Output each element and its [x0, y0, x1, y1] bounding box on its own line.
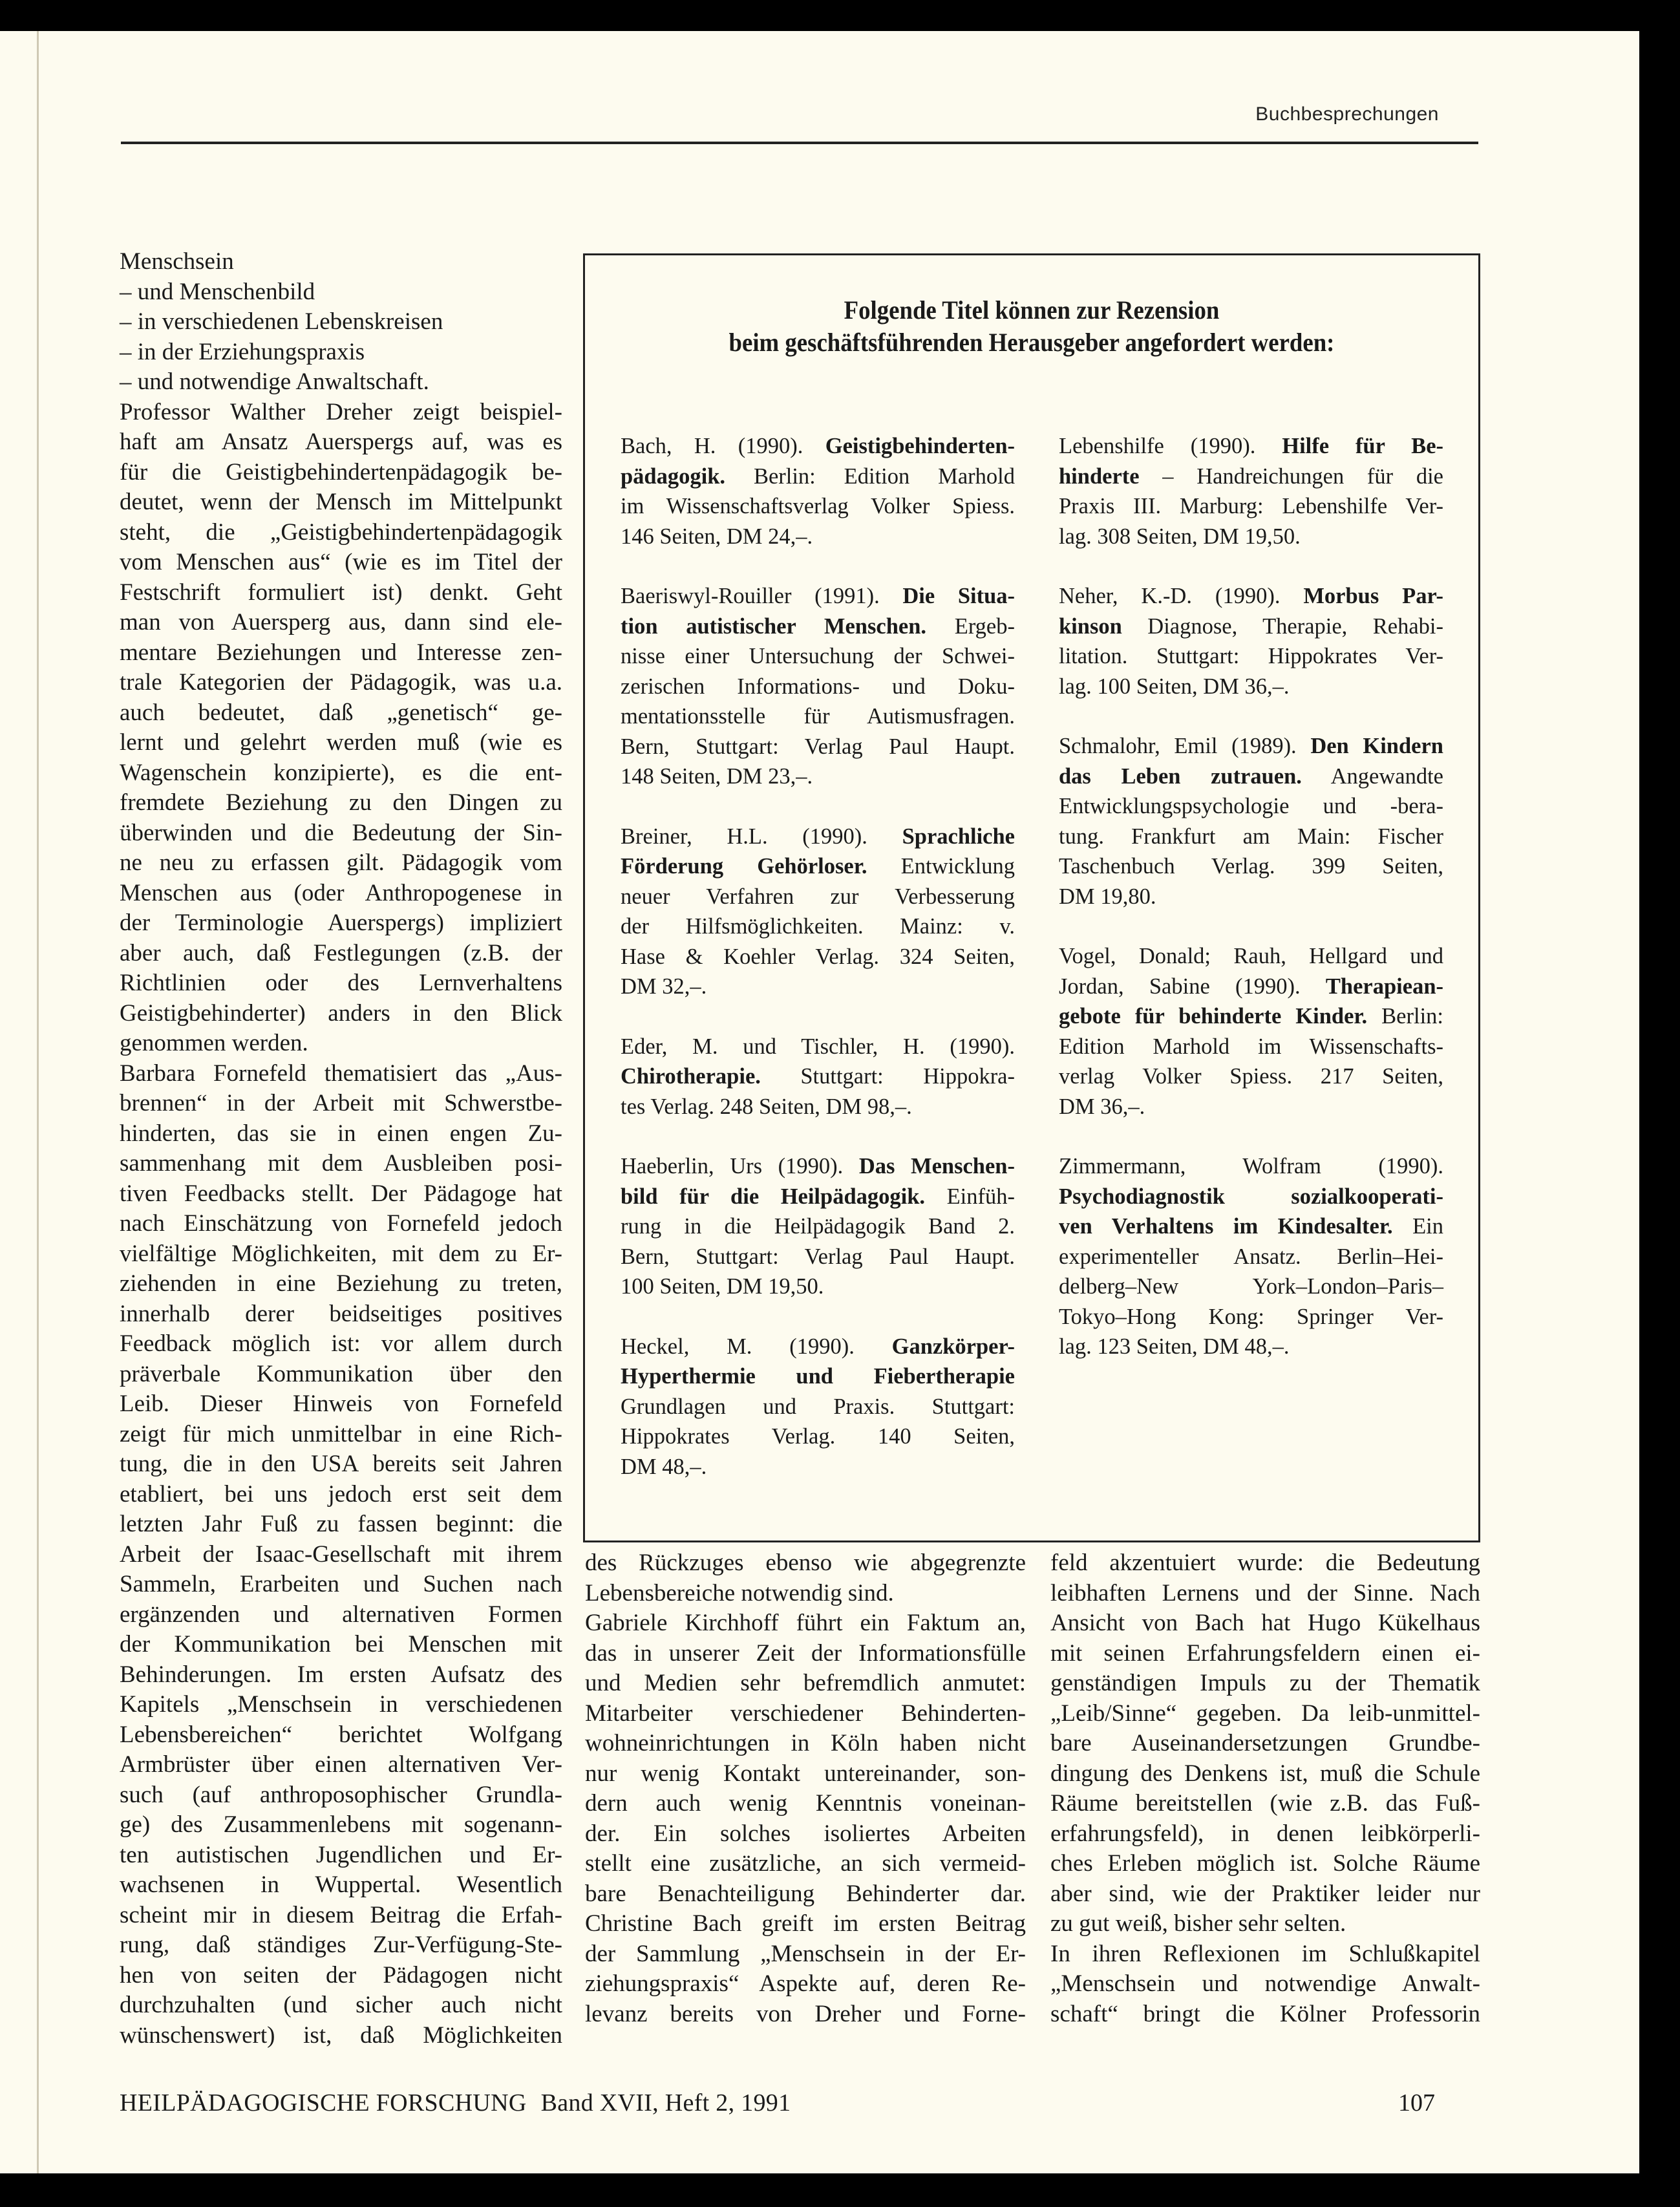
text-line: Lebensbereichen“ berichtet Wolfgang — [120, 1721, 562, 1748]
text-line: In ihren Reflexionen im Schlußkapitel — [1050, 1940, 1480, 1967]
box-title — [621, 294, 1442, 359]
text-line: trale Kategorien der Pädagogik, was u.a. — [120, 669, 562, 696]
book-title: Geistigbehinderten- — [825, 434, 1015, 458]
text-line: hinderten, das sie in einen engen Zu- — [120, 1120, 562, 1147]
text-line: letzten Jahr Fuß zu fassen beginnt: die — [120, 1511, 562, 1537]
book-entry — [621, 1151, 1015, 1302]
text-line: präverbale Kommunikation über den — [120, 1360, 562, 1387]
book-title: pädagogik. — [621, 464, 726, 489]
box-left-column — [621, 431, 1015, 1511]
entry-text: Tokyo–Hong Kong: Springer Ver- — [1059, 1304, 1443, 1329]
entry-text: delberg–New York–London–Paris– — [1059, 1274, 1443, 1299]
text-line: wünschenswert) ist, daß Möglichkeiten — [120, 2021, 562, 2049]
entry-line — [621, 462, 1015, 492]
entry-text: DM 48,–. — [621, 1454, 707, 1479]
entry-text: Stuttgart: Hippokra- — [760, 1064, 1015, 1089]
entry-line — [1059, 731, 1443, 762]
entry-text: Baeriswyl-Rouiller (1991). — [621, 584, 903, 608]
entry-text: lag. 123 Seiten, DM 48,–. — [1059, 1334, 1290, 1359]
entry-line — [1059, 522, 1443, 552]
book-title: Therapiean- — [1325, 974, 1443, 999]
text-line: tung, die in den USA bereits seit Jahren — [120, 1451, 562, 1477]
right-text-column — [1050, 1548, 1480, 2029]
text-line: zeigt für mich unmittelbar in eine Rich- — [120, 1420, 562, 1447]
text-line: nach Einschätzung von Fornefeld jedoch — [120, 1210, 562, 1237]
book-entry — [1059, 941, 1443, 1122]
entry-text: Bern, Stuttgart: Verlag Paul Haupt. — [621, 734, 1015, 759]
text-line: ziehenden in eine Beziehung zu treten, — [120, 1270, 562, 1297]
entry-text: Einfüh- — [925, 1184, 1015, 1209]
text-line: – in verschiedenen Lebenskreisen — [120, 308, 443, 335]
entry-text: Berlin: — [1367, 1004, 1443, 1029]
text-line: überwinden und die Bedeutung der Sin- — [120, 819, 562, 846]
entry-line — [621, 1061, 1015, 1092]
entry-line — [621, 1211, 1015, 1242]
entry-text: neuer Verfahren zur Verbesserung — [621, 884, 1015, 909]
entry-text: Hase & Koehler Verlag. 324 Seiten, — [621, 944, 1015, 969]
entry-line — [1059, 941, 1443, 972]
entry-line — [621, 882, 1015, 912]
book-title: das Leben zutrauen. — [1059, 763, 1302, 789]
page-number: 107 — [1398, 2089, 1435, 2116]
text-line: „Menschsein und notwendige Anwalt- — [1050, 1970, 1480, 1997]
text-line: tiven Feedbacks stellt. Der Pädagoge hat — [120, 1180, 562, 1207]
book-entry — [1059, 431, 1443, 551]
entry-line — [621, 581, 1015, 612]
book-title: bild für die Heilpädagogik. — [621, 1184, 926, 1209]
entry-text: 146 Seiten, DM 24,–. — [621, 524, 813, 549]
entry-line — [621, 1182, 1015, 1212]
left-text-column — [120, 247, 562, 2051]
entry-text: Neher, K.-D. (1990). — [1059, 584, 1304, 608]
text-line: für die Geistigbehindertenpädagogik be- — [120, 458, 562, 485]
entry-text: Haeberlin, Urs (1990). — [621, 1154, 859, 1178]
text-line: nur wenig Kontakt untereinander, son- — [585, 1760, 1026, 1787]
text-line: innerhalb derer beidseitiges positives — [120, 1300, 562, 1327]
entry-line — [1059, 462, 1443, 492]
entry-line — [621, 851, 1015, 882]
entry-line — [621, 1242, 1015, 1272]
text-line: Lebensbereiche notwendig sind. — [585, 1579, 894, 1606]
entry-line — [1059, 1272, 1443, 1302]
text-line: Christine Bach greift im ersten Beitrag — [585, 1910, 1026, 1937]
entry-text: Grundlagen und Praxis. Stuttgart: — [621, 1394, 1015, 1419]
text-line: genommen werden. — [120, 1030, 308, 1056]
text-line: Geistigbehinderter) anders in den Blick — [120, 999, 562, 1027]
text-line: das in unserer Zeit der Informationsfülle — [585, 1639, 1026, 1667]
text-line: schaft“ bringt die Kölner Professorin — [1050, 2000, 1480, 2027]
text-line: erfahrungsfeld), in denen leibkörperli- — [1050, 1820, 1480, 1847]
running-head: Buchbesprechungen — [1255, 103, 1439, 125]
entry-line — [1059, 1242, 1443, 1272]
book-entry — [621, 581, 1015, 792]
entry-line — [621, 1032, 1015, 1062]
entry-text: tes Verlag. 248 Seiten, DM 98,–. — [621, 1094, 912, 1119]
text-line: rung, daß ständiges Zur-Verfügung-Ste- — [120, 1932, 562, 1958]
text-line: Professor Walther Dreher zeigt beispiel- — [120, 398, 562, 425]
book-entry — [621, 1332, 1015, 1482]
text-line: feld akzentuiert wurde: die Bedeutung — [1050, 1550, 1480, 1576]
entry-text: Ergeb- — [926, 613, 1015, 639]
text-line: Barbara Fornefeld thematisiert das „Aus- — [120, 1060, 562, 1087]
entry-line — [621, 1272, 1015, 1302]
book-title: Chirotherapie. — [621, 1064, 761, 1089]
entry-text: im Wissenschaftsverlag Volker Spiess. — [621, 494, 1015, 518]
page-gutter-line — [37, 31, 39, 2173]
entry-line — [1059, 1061, 1443, 1092]
entry-line — [1059, 851, 1443, 882]
book-entry — [1059, 581, 1443, 701]
entry-line — [621, 1452, 1015, 1482]
book-entry — [621, 1032, 1015, 1122]
book-entry — [1059, 731, 1443, 912]
entry-text: Ein — [1392, 1214, 1443, 1239]
entry-text: Zimmermann, Wolfram (1990). — [1059, 1154, 1443, 1178]
book-title: Sprachliche — [902, 824, 1015, 849]
entry-line — [1059, 431, 1443, 462]
text-line: Gabriele Kirchhoff führt ein Faktum an, — [585, 1610, 1026, 1636]
entry-text: mentationsstelle für Autismusfragen. — [621, 704, 1015, 729]
entry-text: nisse einer Untersuchung der Schwei- — [621, 644, 1015, 668]
box-right-column — [1059, 431, 1443, 1392]
entry-text: 148 Seiten, DM 23,–. — [621, 764, 813, 789]
entry-line — [621, 912, 1015, 942]
entry-line — [1059, 641, 1443, 672]
text-line: Menschsein — [120, 248, 234, 275]
text-line: Behinderungen. Im ersten Aufsatz des — [120, 1661, 562, 1688]
text-line: mit seinen Erfahrungsfeldern einen ei- — [1050, 1639, 1480, 1667]
text-line: auch bedeutet, daß „genetisch“ ge- — [120, 699, 562, 726]
entry-text: Bern, Stuttgart: Verlag Paul Haupt. — [621, 1244, 1015, 1269]
text-line: wachsenen in Wuppertal. Wesentlich — [120, 1871, 562, 1898]
entry-line — [621, 1151, 1015, 1182]
entry-line — [621, 1092, 1015, 1122]
entry-line — [1059, 491, 1443, 522]
book-entry — [621, 431, 1015, 551]
text-line: und Medien sehr befremdlich anmutet: — [585, 1670, 1026, 1696]
entry-line — [1059, 1092, 1443, 1122]
text-line: dingung des Denkens ist, muß die Schule — [1050, 1760, 1480, 1787]
text-line: fremdete Beziehung zu den Dingen zu — [120, 789, 562, 816]
text-line: durchzuhalten (und sicher auch nicht — [120, 1992, 562, 2018]
entry-text: Taschenbuch Verlag. 399 Seiten, — [1059, 854, 1443, 879]
text-line: – in der Erziehungspraxis — [120, 338, 365, 365]
entry-text: Vogel, Donald; Rauh, Hellgard und — [1059, 944, 1443, 968]
entry-text: Jordan, Sabine (1990). — [1059, 974, 1326, 999]
text-line: der. Ein solches isoliertes Arbeiten — [585, 1820, 1026, 1847]
entry-text: Praxis III. Marburg: Lebenshilfe Ver- — [1059, 494, 1443, 518]
entry-text: 100 Seiten, DM 19,50. — [621, 1274, 824, 1299]
entry-text: Entwicklungspsychologie und -bera- — [1059, 794, 1443, 818]
entry-text: Lebenshilfe (1990). — [1059, 434, 1282, 458]
text-line: ge) des Zusammenlebens mit sogenann- — [120, 1811, 562, 1838]
text-line: Kapitels „Menschsein in verschiedenen — [120, 1691, 562, 1718]
text-line: aber sind, wie der Praktiker leider nur — [1050, 1880, 1480, 1907]
text-line: Ansicht von Bach hat Hugo Kükelhaus — [1050, 1610, 1480, 1636]
entry-text: Breiner, H.L. (1990). — [621, 824, 902, 849]
entry-line — [621, 672, 1015, 702]
entry-text: lag. 308 Seiten, DM 19,50. — [1059, 524, 1301, 549]
entry-line — [1059, 762, 1443, 792]
entry-line — [621, 522, 1015, 552]
entry-line — [1059, 972, 1443, 1002]
book-title: gebote für behinderte Kinder. — [1059, 1004, 1368, 1029]
text-line: aber auch, daß Festlegungen (z.B. der — [120, 939, 562, 966]
box-title-line-1: Folgende Titel können zur Rezension — [844, 295, 1220, 325]
entry-text: Edition Marhold im Wissenschafts- — [1059, 1034, 1443, 1059]
text-line: Festschrift formuliert ist) denkt. Geht — [120, 579, 562, 606]
text-line: des Rückzuges ebenso wie abgegrenzte — [585, 1550, 1026, 1576]
text-line: der Terminologie Auerspergs) impliziert — [120, 910, 562, 936]
book-title: ven Verhaltens im Kindesalter. — [1059, 1214, 1393, 1239]
entry-text: tung. Frankfurt am Main: Fischer — [1059, 824, 1443, 849]
journal-name: HEILPÄDAGOGISCHE FORSCHUNG — [120, 2089, 527, 2116]
book-title: tion autistischer Menschen. — [621, 613, 927, 639]
book-title: Psychodiagnostik sozialkooperati- — [1059, 1184, 1443, 1209]
entry-line — [621, 701, 1015, 732]
journal-page — [0, 31, 1639, 2173]
entry-text: Entwicklung — [867, 854, 1015, 879]
entry-text: – Handreichungen für die — [1139, 464, 1443, 489]
book-entry — [1059, 1151, 1443, 1362]
entry-line — [621, 612, 1015, 642]
entry-text: Heckel, M. (1990). — [621, 1334, 892, 1359]
book-entry — [621, 822, 1015, 1002]
entry-line — [621, 431, 1015, 462]
page-footer — [120, 2089, 791, 2117]
text-line: lernt und gelehrt werden muß (wie es — [120, 729, 562, 756]
text-line: ziehungspraxis“ Aspekte auf, deren Re- — [585, 1970, 1026, 1997]
entry-text: Bach, H. (1990). — [621, 434, 825, 458]
text-line: Sammeln, Erarbeiten und Suchen nach — [120, 1571, 562, 1597]
entry-line — [621, 1332, 1015, 1362]
text-line: genständigen Impuls zu der Thematik — [1050, 1670, 1480, 1696]
text-line: hen von seiten der Pädagogen nicht — [120, 1961, 562, 1988]
text-line: der Sammlung „Menschsein in der Er- — [585, 1940, 1026, 1967]
text-line: bare Benachteiligung Behinderter dar. — [585, 1880, 1026, 1907]
text-line: Arbeit der Isaac-Gesellschaft mit ihrem — [120, 1541, 562, 1568]
text-line: wohneinrichtungen in Köln haben nicht — [585, 1730, 1026, 1756]
entry-text: Diagnose, Therapie, Rehabi- — [1122, 613, 1443, 639]
text-line: mentare Beziehungen und Interesse zen- — [120, 639, 562, 666]
text-line: Richtlinien oder des Lernverhaltens — [120, 970, 562, 996]
text-line: stellt eine zusätzliche, an sich vermeid- — [585, 1850, 1026, 1877]
text-line: Leib. Dieser Hinweis von Fornefeld — [120, 1391, 562, 1417]
entry-text: Angewandte — [1301, 763, 1443, 789]
entry-line — [1059, 612, 1443, 642]
text-line: ten autistischen Jugendlichen und Er- — [120, 1841, 562, 1868]
book-title: Das Menschen- — [858, 1154, 1015, 1178]
text-line: – und notwendige Anwaltschaft. — [120, 368, 429, 395]
text-line: ches Erleben möglich ist. Solche Räume — [1050, 1850, 1480, 1877]
entry-text: DM 36,–. — [1059, 1094, 1145, 1119]
middle-text-column — [585, 1548, 1026, 2029]
text-line: ne neu zu erfassen gilt. Pädagogik vom — [120, 849, 562, 876]
text-line: scheint mir in diesem Beitrag die Erfah- — [120, 1901, 562, 1928]
entry-text: rung in die Heilpädagogik Band 2. — [621, 1214, 1015, 1239]
entry-line — [621, 491, 1015, 522]
entry-line — [1059, 1182, 1443, 1212]
text-line: Wagenschein konzipierte), es die ent- — [120, 759, 562, 786]
entry-line — [1059, 581, 1443, 612]
entry-line — [621, 641, 1015, 672]
text-line: such (auf anthroposophischer Grundla- — [120, 1781, 562, 1808]
book-title: Morbus Par- — [1303, 584, 1443, 608]
entry-line — [1059, 672, 1443, 702]
entry-text: der Hilfsmöglichkeiten. Mainz: v. — [621, 914, 1015, 939]
book-title: kinson — [1059, 613, 1122, 639]
entry-line — [1059, 791, 1443, 822]
text-line: dern auch wenig Kenntnis voneinan- — [585, 1790, 1026, 1817]
entry-line — [1059, 1001, 1443, 1032]
book-title: Ganzkörper- — [891, 1334, 1015, 1359]
entry-text: Berlin: Edition Marhold — [725, 464, 1015, 489]
book-title: Hyperthermie und Fiebertherapie — [621, 1364, 1015, 1389]
book-title: Den Kindern — [1310, 734, 1443, 758]
text-line: ergänzenden und alternativen Formen — [120, 1601, 562, 1628]
entry-line — [1059, 1332, 1443, 1362]
text-line: steht, die „Geistigbehindertenpädagogik — [120, 518, 562, 546]
entry-line — [621, 732, 1015, 762]
text-line: vielfältige Möglichkeiten, mit dem zu Er- — [120, 1240, 562, 1267]
review-titles-box — [583, 253, 1480, 1542]
entry-line — [621, 1392, 1015, 1422]
entry-line — [621, 822, 1015, 852]
text-line: der Kommunikation bei Menschen mit — [120, 1631, 562, 1658]
text-line: levanz bereits von Dreher und Forne- — [585, 2000, 1026, 2027]
volume-info: Band XVII, Heft 2, 1991 — [540, 2089, 791, 2116]
text-line: vom Menschen aus“ (wie es im Titel der — [120, 549, 562, 575]
entry-text: Schmalohr, Emil (1989). — [1059, 734, 1311, 758]
entry-line — [1059, 822, 1443, 852]
text-line: leibhaften Lernens und der Sinne. Nach — [1050, 1579, 1480, 1606]
entry-text: Hippokrates Verlag. 140 Seiten, — [621, 1424, 1015, 1449]
text-line: etabliert, bei uns jedoch erst seit dem — [120, 1480, 562, 1508]
entry-line — [621, 1361, 1015, 1392]
text-line: man von Auersperg aus, dann sind ele- — [120, 609, 562, 635]
text-line: Feedback möglich ist: vor allem durch — [120, 1330, 562, 1357]
entry-line — [621, 762, 1015, 792]
text-line: Armbrüster über einen alternativen Ver- — [120, 1751, 562, 1778]
text-line: – und Menschenbild — [120, 278, 315, 305]
entry-text: zerischen Informations- und Doku- — [621, 674, 1015, 699]
text-line: Mitarbeiter verschiedener Behinderten- — [585, 1700, 1026, 1727]
entry-text: verlag Volker Spiess. 217 Seiten, — [1059, 1064, 1443, 1089]
text-line: haft am Ansatz Auerspergs auf, was es — [120, 429, 562, 455]
entry-text: Eder, M. und Tischler, H. (1990). — [621, 1034, 1015, 1059]
book-title: Hilfe für Be- — [1282, 434, 1443, 458]
text-line: zu gut weiß, bisher sehr selten. — [1050, 1910, 1346, 1937]
book-title: Förderung Gehörloser. — [621, 854, 867, 879]
entry-line — [1059, 1211, 1443, 1242]
entry-line — [1059, 1302, 1443, 1332]
entry-line — [621, 1422, 1015, 1452]
entry-line — [621, 972, 1015, 1002]
book-title: hinderte — [1059, 464, 1140, 489]
text-line: sammenhang mit dem Ausbleiben posi- — [120, 1150, 562, 1177]
entry-text: experimenteller Ansatz. Berlin–Hei- — [1059, 1244, 1443, 1269]
entry-text: lag. 100 Seiten, DM 36,–. — [1059, 674, 1290, 699]
entry-text: litation. Stuttgart: Hippokrates Ver- — [1059, 644, 1443, 668]
header-rule — [121, 142, 1478, 144]
text-line: „Leib/Sinne“ gegeben. Da leib-unmittel- — [1050, 1700, 1480, 1727]
text-line: brennen“ in der Arbeit mit Schwerstbe- — [120, 1090, 562, 1116]
entry-text: DM 32,–. — [621, 974, 707, 999]
entry-line — [1059, 1032, 1443, 1062]
text-line: deutet, wenn der Mensch im Mittelpunkt — [120, 489, 562, 515]
entry-line — [621, 942, 1015, 972]
entry-line — [1059, 882, 1443, 912]
entry-line — [1059, 1151, 1443, 1182]
entry-text: DM 19,80. — [1059, 884, 1156, 909]
text-line: bare Auseinandersetzungen Grundbe- — [1050, 1730, 1480, 1756]
text-line: Menschen aus (oder Anthropogenese in — [120, 879, 562, 906]
book-title: Die Situa- — [902, 584, 1015, 608]
text-line: Räume bereitstellen (wie z.B. das Fuß- — [1050, 1790, 1480, 1817]
box-title-line-2: beim geschäftsführenden Herausgeber angefordert werden: — [728, 328, 1335, 357]
